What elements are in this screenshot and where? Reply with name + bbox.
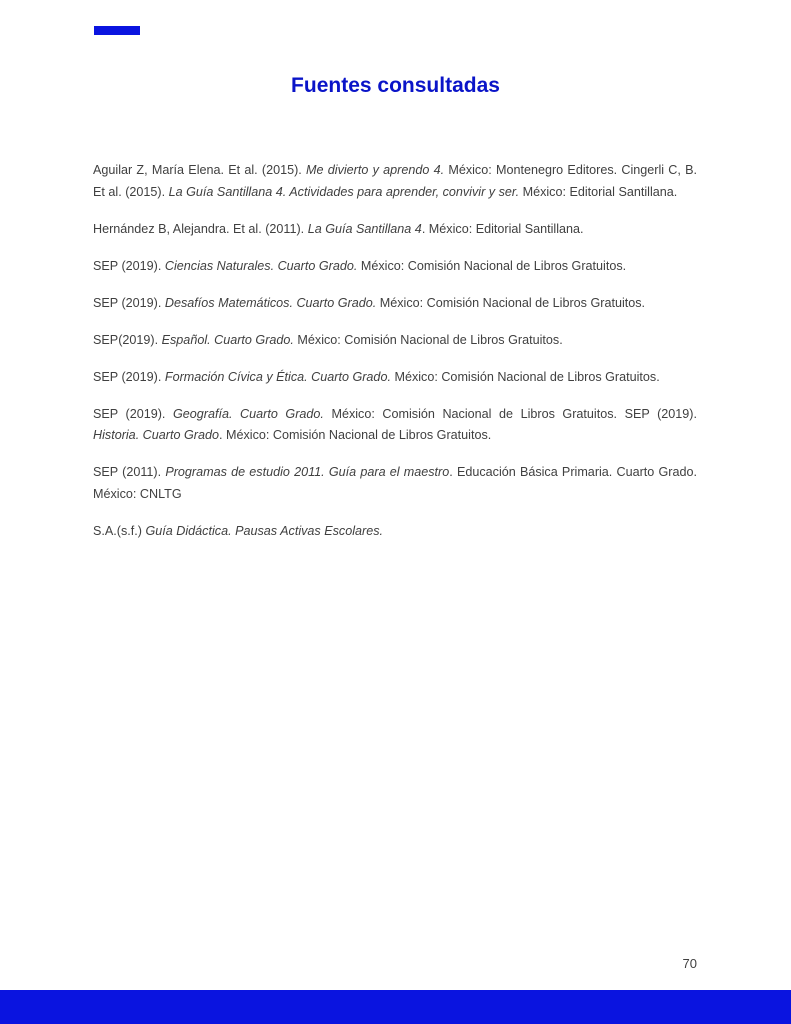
reference-title: Ciencias Naturales. Cuarto Grado.: [164, 258, 358, 273]
reference-title: La Guía Santillana 4. Actividades para aprender, convivir y ser.: [168, 184, 520, 199]
reference-entry: [93, 462, 697, 505]
reference-text: México: Comisión Nacional de Libros Gratuitos.: [390, 369, 660, 384]
reference-text: SEP(2019).: [93, 332, 162, 347]
reference-title: Programas de estudio 2011. Guía para el maestro: [165, 465, 450, 479]
reference-text: . México: Comisión Nacional de Libros Gratuitos.: [219, 428, 492, 442]
reference-entry: [93, 293, 697, 315]
reference-text: SEP (2019).: [93, 258, 165, 273]
reference-title: La Guía Santillana 4: [307, 221, 422, 236]
reference-list: [93, 160, 697, 558]
reference-text: México: Editorial Santillana.: [519, 184, 678, 199]
reference-entry: [93, 330, 697, 352]
reference-entry: [93, 404, 697, 447]
reference-entry: [93, 160, 697, 203]
page-title: Fuentes consultadas: [291, 74, 500, 97]
reference-text: SEP (2019).: [93, 295, 165, 310]
reference-text: SEP (2011).: [93, 465, 166, 479]
bottom-accent-bar: [0, 990, 791, 1024]
reference-title: Guía Didáctica. Pausas Activas Escolares.: [145, 523, 384, 538]
reference-text: México: Comisión Nacional de Libros Gratuitos.: [357, 258, 627, 273]
reference-entry: [93, 367, 697, 389]
reference-entry: [93, 256, 697, 278]
reference-title: Historia. Cuarto Grado: [93, 428, 219, 442]
reference-title: Español. Cuarto Grado.: [161, 332, 294, 347]
top-accent-bar: [94, 26, 140, 35]
reference-title: Desafíos Matemáticos. Cuarto Grado.: [164, 295, 377, 310]
reference-text: . Educación Básica Primaria. Cuarto Grado. México: CNLTG: [93, 465, 697, 501]
page-number: 70: [682, 956, 697, 971]
reference-text: SEP (2019).: [93, 406, 173, 421]
reference-text: S.A.(s.f.): [93, 523, 146, 538]
reference-entry: [93, 521, 697, 543]
reference-title: Geografía. Cuarto Grado.: [172, 406, 324, 421]
reference-text: México: Comisión Nacional de Libros Gratuitos.: [376, 295, 646, 310]
reference-entry: [93, 219, 697, 241]
reference-text: México: Montenegro Editores. Cingerli C, B. Et al. (2015).: [93, 163, 698, 199]
reference-title: Formación Cívica y Ética. Cuarto Grado.: [164, 369, 391, 384]
reference-text: SEP (2019).: [93, 369, 165, 384]
reference-text: México: Comisión Nacional de Libros Gratuitos.: [293, 332, 563, 347]
reference-text: Aguilar Z, María Elena. Et al. (2015).: [93, 163, 307, 177]
reference-text: México: Comisión Nacional de Libros Gratuitos. SEP (2019).: [323, 406, 697, 421]
reference-title: Me divierto y aprendo 4.: [306, 163, 445, 177]
reference-text: Hernández B, Alejandra. Et al. (2011).: [93, 221, 308, 236]
reference-text: . México: Editorial Santillana.: [421, 221, 584, 236]
